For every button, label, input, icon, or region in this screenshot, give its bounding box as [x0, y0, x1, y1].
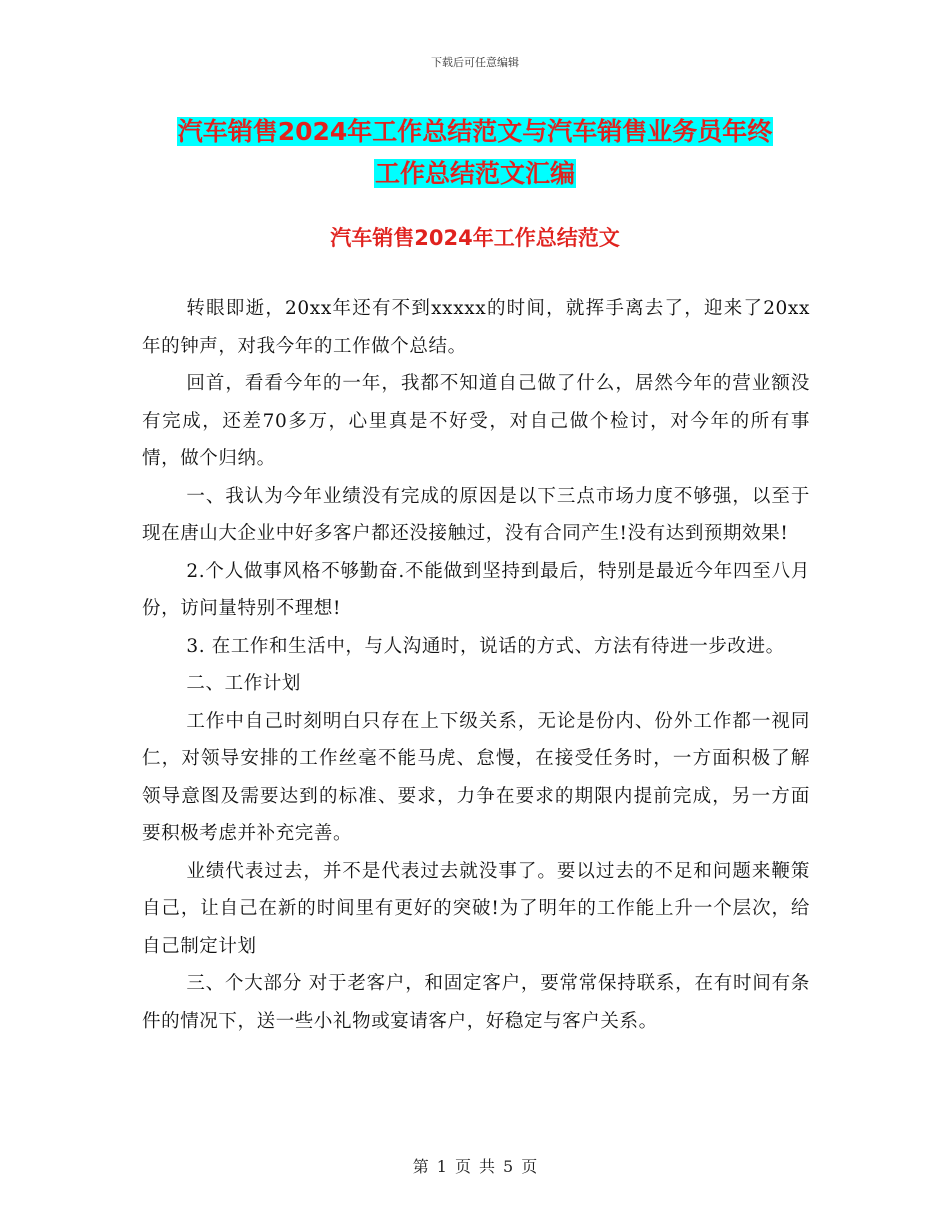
- paragraph-2: 回首，看看今年的一年，我都不知道自己做了什么，居然今年的营业额没有完成，还差70多万，心里真是不好受，对自己做个检讨，对今年的所有事情，做个归纳。: [142, 373, 810, 469]
- paragraph-3: 一、我认为今年业绩没有完成的原因是以下三点市场力度不够强，以至于现在唐山大企业中好多客户都还没接触过，没有合同产生!没有达到预期效果!: [142, 485, 810, 544]
- paragraph-9: 三、个大部分 对于老客户，和固定客户，要常常保持联系，在有时间有条件的情况下，送一些小礼物或宴请客户，好稳定与客户关系。: [142, 973, 810, 1032]
- footer-label-ye2: 页: [521, 1157, 538, 1176]
- title-line-1-text: 汽车销售2024年工作总结范文与汽车销售业务员年终: [177, 117, 773, 146]
- paragraph-4: 2.个人做事风格不够勤奋.不能做到坚持到最后，特别是最近今年四至八月份，访问量特别不理想!: [142, 560, 810, 619]
- document-title-line-1: [0, 116, 950, 148]
- document-title-line-2: [0, 158, 950, 190]
- title-line-2-text: 工作总结范文汇编: [374, 159, 575, 188]
- footer-total-pages: 5: [503, 1157, 514, 1176]
- section-title: 汽车销售2024年工作总结范文: [330, 226, 620, 250]
- page-footer: [0, 1154, 950, 1177]
- footer-label-di: 第: [412, 1157, 429, 1176]
- document-body: [142, 290, 810, 1040]
- footer-label-ye: 页: [454, 1157, 471, 1176]
- header-note: 下载后可任意编辑: [431, 56, 519, 69]
- paragraph-7: 工作中自己时刻明白只存在上下级关系，无论是份内、份外工作都一视同仁，对领导安排的工作丝毫不能马虎、怠慢，在接受任务时，一方面积极了解领导意图及需要达到的标准、要求，力争在要求的期限内提前完成，另一方面要积极考虑并补充完善。: [142, 710, 810, 844]
- paragraph-8: 业绩代表过去，并不是代表过去就没事了。要以过去的不足和问题来鞭策自己，让自己在新的时间里有更好的突破!为了明年的工作能上升一个层次，给自己制定计划: [142, 860, 810, 957]
- paragraph-6: 二、工作计划: [186, 673, 301, 694]
- footer-label-gong: 共: [479, 1157, 496, 1176]
- paragraph-5: 3. 在工作和生活中，与人沟通时，说话的方式、方法有待进一步改进。: [186, 635, 785, 657]
- footer-page-number: 1: [436, 1157, 447, 1176]
- paragraph-1: 转眼即逝，20xx年还有不到xxxxx的时间，就挥手离去了，迎来了20xx年的钟声，对我今年的工作做个总结。: [142, 298, 810, 357]
